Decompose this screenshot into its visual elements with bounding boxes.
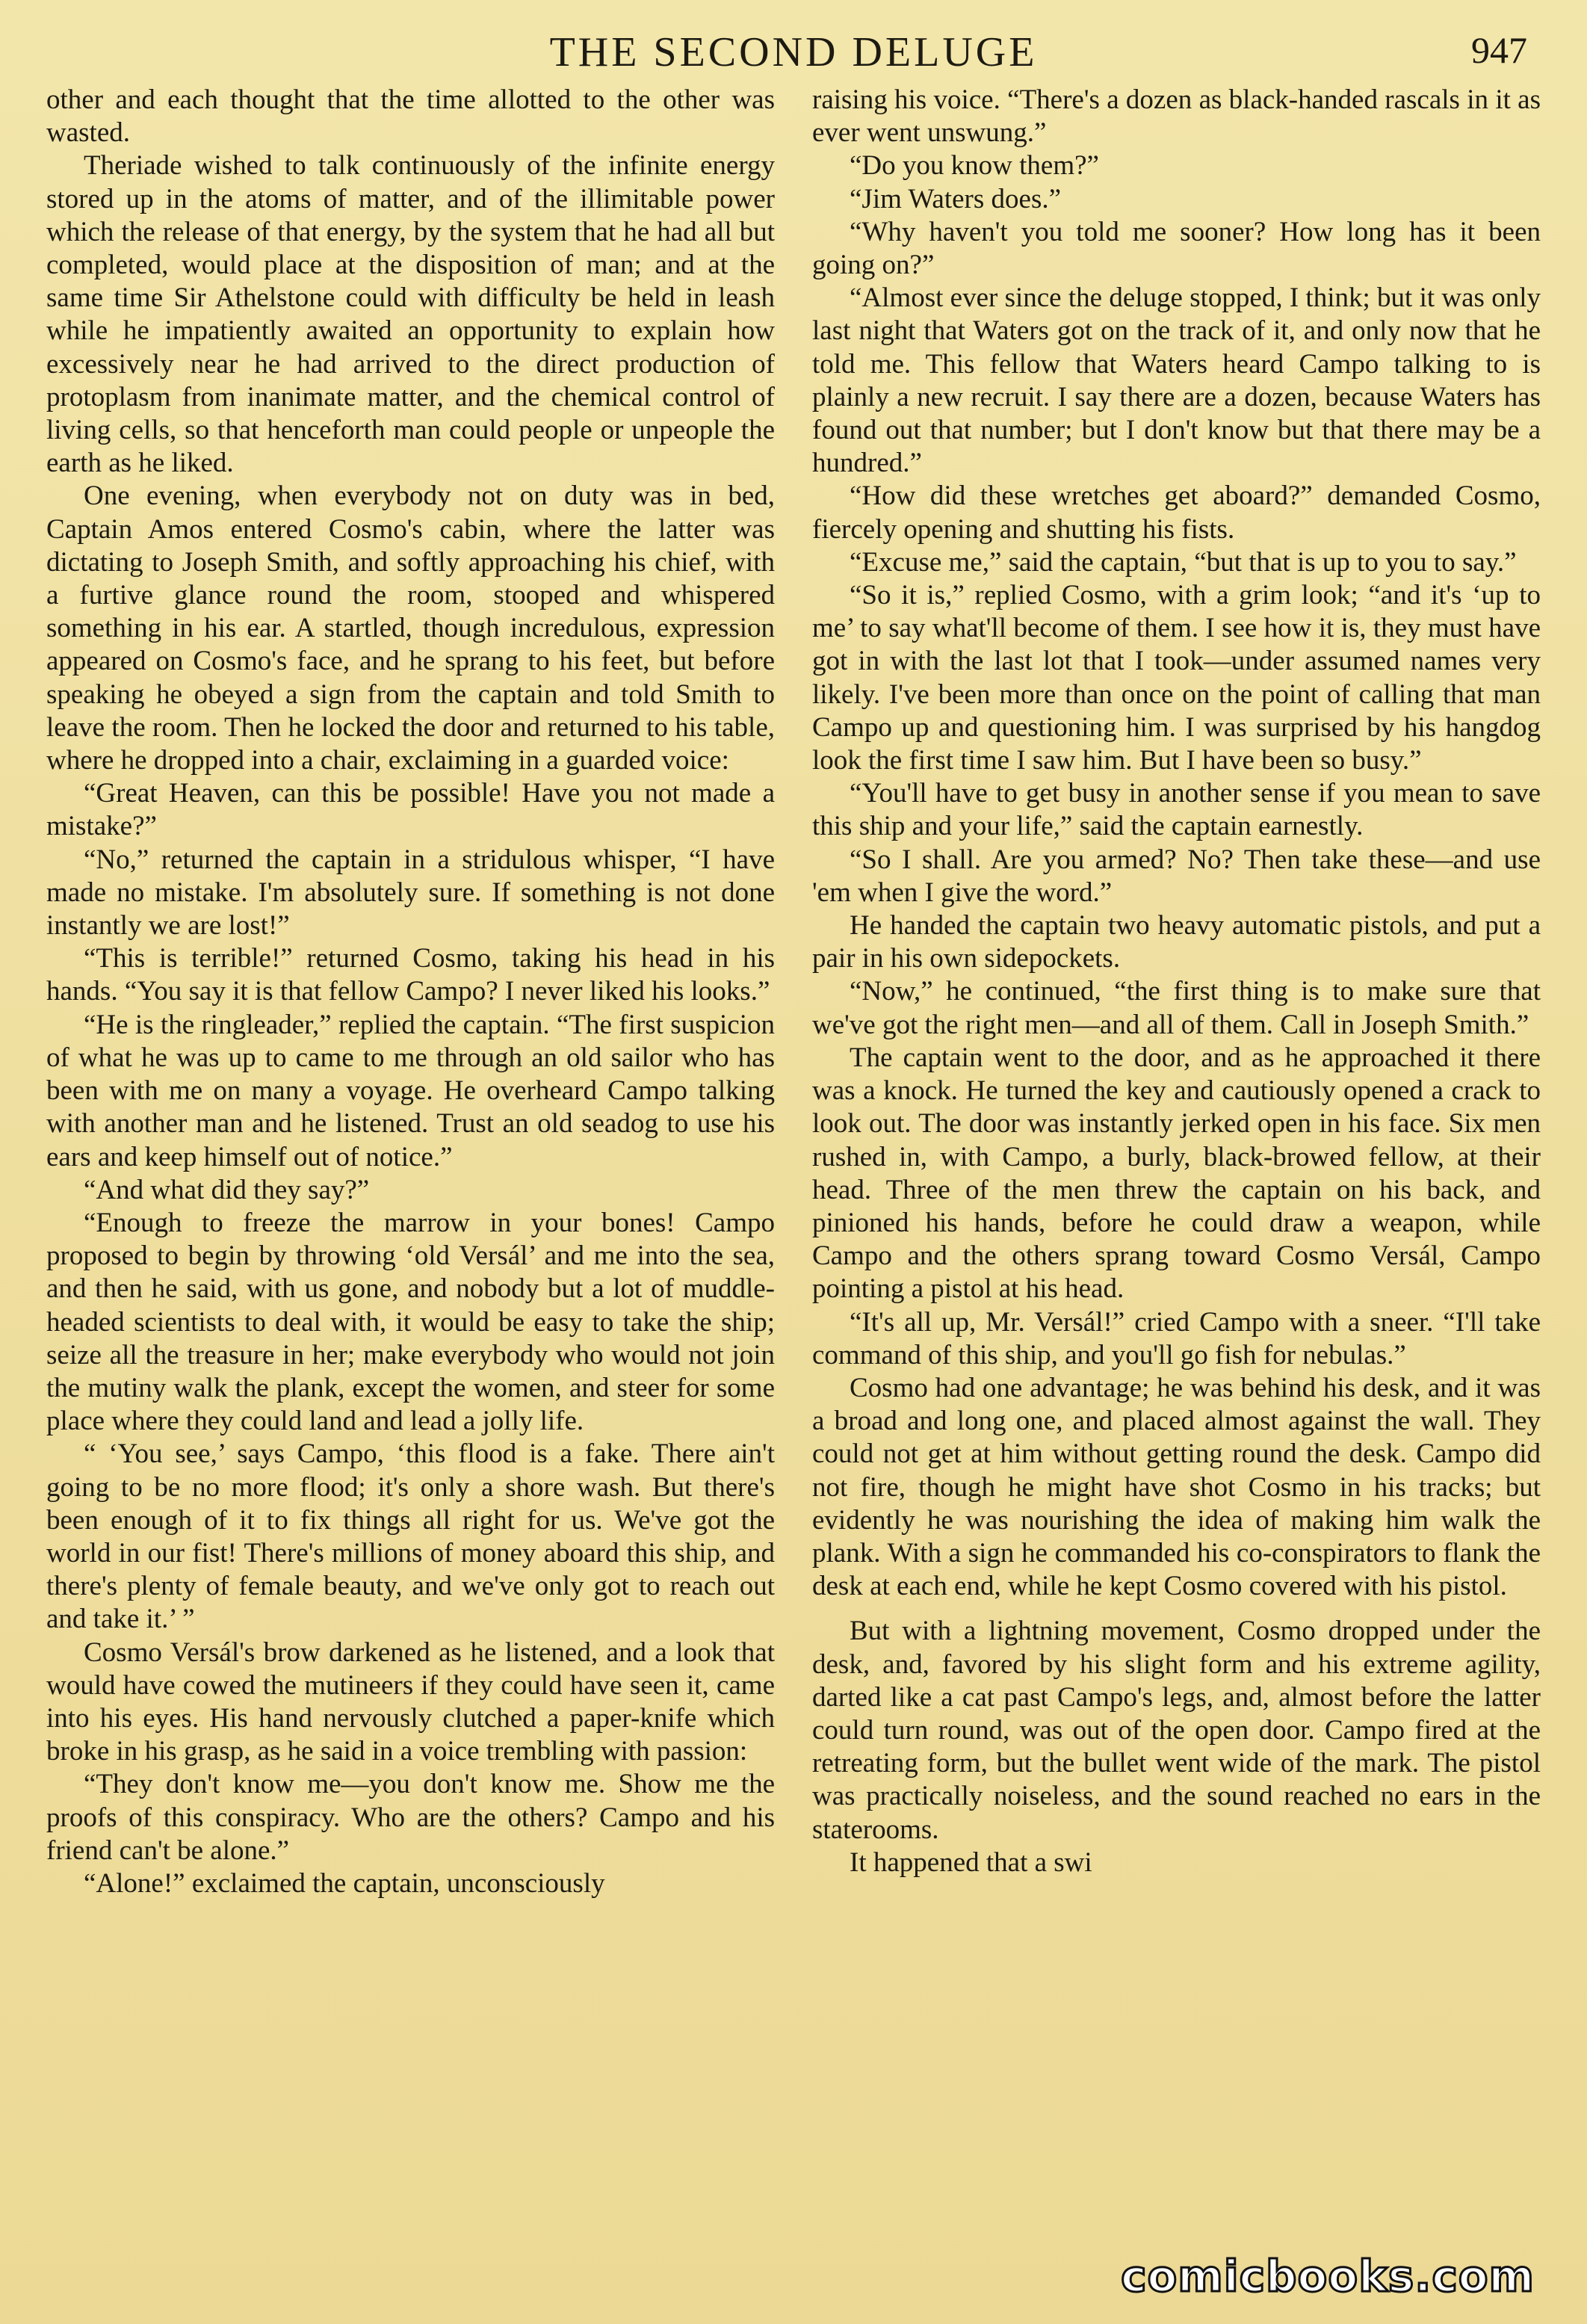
- paragraph: “And what did they say?”: [84, 1174, 370, 1205]
- paragraph: “Alone!” exclaimed the captain, unconsciously: [84, 1867, 605, 1899]
- right-column: [812, 84, 1541, 2281]
- paragraph: “Why haven't you told me sooner? How long has it been going on?”: [812, 216, 1541, 281]
- paragraph: But with a lightning movement, Cosmo dropped under the desk, and, favored by his slight form and his extreme agility, darted like a cat past Campo's legs, and, almost before the latter could turn round, was out of the open door. Campo fired at the retreating form, but the bullet went wide of the mark. The pistol was practically noiseless, and the sound reached no ears in the staterooms.: [812, 1616, 1541, 1845]
- paragraph: “Do you know them?”: [850, 150, 1099, 182]
- page-header: [45, 21, 1542, 81]
- paragraph: “It's all up, Mr. Versál!” cried Campo with a sneer. “I'll take command of this ship, and you'll go fish for nebulas.”: [812, 1306, 1541, 1370]
- text-columns: [46, 84, 1541, 2281]
- paragraph: “They don't know me—you don't know me. Show me the proofs of this conspiracy. Who are the others? Campo and his friend can't be alone.”: [46, 1769, 775, 1866]
- page-number: 947: [1471, 29, 1527, 71]
- paragraph: “No,” returned the captain in a stridulous whisper, “I have made no mistake. I'm absolutely sure. If something is not done instantly we are lost!”: [46, 844, 775, 942]
- paragraph: other and each thought that the time allotted to the other was wasted.: [46, 84, 775, 149]
- paragraph: “Jim Waters does.”: [850, 183, 1062, 214]
- paragraph: “This is terrible!” returned Cosmo, taking his head in his hands. “You say it is that fellow Campo? I never liked his looks.”: [46, 943, 775, 1007]
- paragraph: raising his voice. “There's a dozen as black-handed rascals in it as ever went unswung.”: [812, 84, 1541, 149]
- paragraph: “Great Heaven, can this be possible! Have you not made a mistake?”: [46, 778, 775, 842]
- left-column: [46, 84, 775, 2281]
- paragraph: The captain went to the door, and as he approached it there was a knock. He turned the key and cautiously opened a crack to look out. The door was instantly jerked open in his face. Six men rushed in, with Campo, a burly, black-browed fellow, at their head. Three of the men threw the captain on his back, and pinioned his hands, before he could draw a weapon, while Campo and the others sprang toward Cosmo Versál, Campo pointing a pistol at his head.: [812, 1042, 1541, 1305]
- paragraph: “Almost ever since the deluge stopped, I think; but it was only last night that Waters got on the track of it, and only now that he told me. This fellow that Waters heard Campo talking to is plainly a new recruit. I say there are a dozen, because Waters has found out that number; but I don't know but that there may be a hundred.”: [812, 282, 1541, 479]
- paragraph: He handed the captain two heavy automatic pistols, and put a pair in his own sidepockets.: [812, 910, 1541, 974]
- paragraph: “Now,” he continued, “the first thing is to make sure that we've got the right men—and all of them. Call in Joseph Smith.”: [812, 976, 1541, 1040]
- paragraph: “You'll have to get busy in another sense if you mean to save this ship and your life,” said the captain earnestly.: [812, 778, 1541, 842]
- paragraph: Theriade wished to talk continuously of the infinite energy stored up in the atoms of matter, and of the illimitable power which the release of that energy, by the system that he had all but completed, would place at the disposition of man; and at the same time Sir Athelstone could with difficulty be held in leash while he impatiently awaited an opportunity to explain how excessively near he had arrived to the direct production of protoplasm from inanimate matter, and the chemical control of living cells, so that henceforth man could people or unpeople the earth as he liked.: [46, 150, 775, 479]
- paragraph: “Enough to freeze the marrow in your bones! Campo proposed to begin by throwing ‘old Versál’ and me into the sea, and then he said, with us gone, and nobody but a lot of muddle-headed scientists to deal with, it would be easy to take the ship; seize all the treasure in her; make everybody who would not join the mutiny walk the plank, except the women, and steer for some place where they could land and lead a jolly life.: [46, 1207, 775, 1437]
- paragraph: “How did these wretches get aboard?” demanded Cosmo, fiercely opening and shutting his fists.: [812, 480, 1541, 545]
- running-title: THE SECOND DELUGE: [549, 29, 1038, 75]
- paragraph: Cosmo Versál's brow darkened as he listened, and a look that would have cowed the mutineers if they could have seen it, came into his eyes. His hand nervously clutched a paper-knife which broke in his grasp, as he said in a voice trembling with passion:: [46, 1637, 775, 1767]
- paragraph: “So I shall. Are you armed? No? Then take these—and use 'em when I give the word.”: [812, 844, 1541, 908]
- paragraph: “Excuse me,” said the captain, “but that is up to you to say.”: [850, 546, 1517, 578]
- paragraph: It happened that a swi: [850, 1846, 1092, 1878]
- paragraph: One evening, when everybody not on duty was in bed, Captain Amos entered Cosmo's cabin, where the latter was dictating to Joseph Smith, and softly approaching his chief, with a furtive glance round the room, stooped and whispered something in his ear. A startled, though incredulous, expression appeared on Cosmo's face, and he sprang to his feet, but before speaking he obeyed a sign from the captain and told Smith to leave the room. Then he locked the door and returned to his table, where he dropped into a chair, exclaiming in a guarded voice:: [46, 480, 775, 776]
- watermark-logo: comicbooks.com: [1121, 2251, 1535, 2302]
- paragraph: “So it is,” replied Cosmo, with a grim look; “and it's ‘up to me’ to say what'll become of them. I see how it is, they must have got in with the last lot that I took—under assumed names very likely. I've been more than once on the point of calling that man Campo up and questioning him. I was surprised by his hangdog look the first time I saw him. But I have been so busy.”: [812, 580, 1541, 776]
- paragraph: Cosmo had one advantage; he was behind his desk, and it was a broad and long one, and placed almost against the wall. They could not get at him without getting round the desk. Campo did not fire, though he might have shot Cosmo in his tracks; but evidently he was nourishing the idea of making him walk the plank. With a sign he commanded his co-conspirators to flank the desk at each end, while he kept Cosmo covered with his pistol.: [812, 1372, 1541, 1602]
- paragraph: “He is the ringleader,” replied the captain. “The first suspicion of what he was up to came to me through an old sailor who has been with me on many a voyage. He overheard Campo talking with another man and he listened. Trust an old seadog to use his ears and keep himself out of notice.”: [46, 1009, 775, 1172]
- paragraph: “ ‘You see,’ says Campo, ‘this flood is a fake. There ain't going to be no more flood; it's only a shore wash. But there's been enough of it to fix things all right for us. We've got the world in our fist! There's millions of money aboard this ship, and there's plenty of female beauty, and we've only got to reach out and take it.’ ”: [46, 1438, 775, 1635]
